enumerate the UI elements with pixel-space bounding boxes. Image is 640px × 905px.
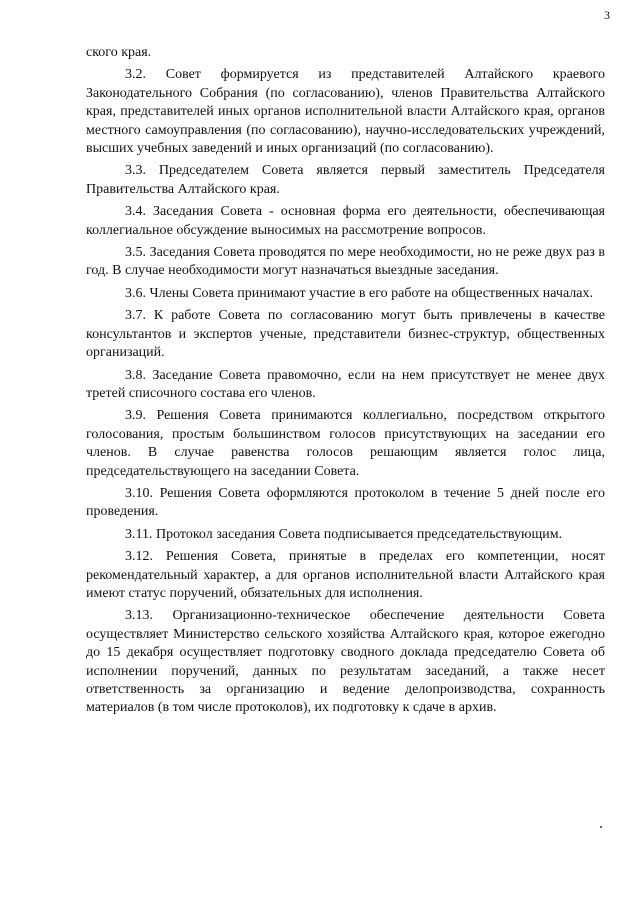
paragraph-3-6: 3.6. Члены Совета принимают участие в его работе на общественных началах. xyxy=(125,285,593,301)
paragraph-3-13: 3.13. Организационно-техническое обеспечение деятельности Совета осуществляет Министерство сельского хозяйства Алтайского края, которое ежегодно до 15 декабря осуществляет подготовку сводного доклада председателю Совета об исполнении поручений, данных по результатам заседаний, а также несет ответственность за организацию и ведение делопроизводства, сохранность материалов (в том числе протоколов), их подготовку к сдаче в архив. xyxy=(86,608,605,716)
paragraph-3-5: 3.5. Заседания Совета проводятся по мере необходимости, но не реже двух раз в год. В случае необходимости могут назначаться выездные заседания. xyxy=(86,245,605,279)
paragraph-3-12: 3.12. Решения Совета, принятые в пределах его компетенции, носят рекомендательный характер, а для органов исполнительной власти Алтайского края имеют статус поручений, обязательных для исполнения. xyxy=(86,549,605,601)
page-number: 3 xyxy=(604,8,610,22)
paragraph-continuation: ского края. xyxy=(86,45,152,60)
document-body xyxy=(86,44,605,722)
paragraph-3-8: 3.8. Заседание Совета правомочно, если на нем присутствует не менее двух третей списочного состава его членов. xyxy=(86,367,605,401)
paragraph-3-9: 3.9. Решения Совета принимаются коллегиально, посредством открытого голосования, простым большинством голосов присутствующих на заседании его членов. В случае равенства голосов решающим является голос лица, председательствующего на заседании Совета. xyxy=(86,408,605,479)
scan-speck xyxy=(600,826,602,828)
paragraph-3-11: 3.11. Протокол заседания Совета подписывается председательствующим. xyxy=(125,526,563,542)
paragraph-3-10: 3.10. Решения Совета оформляются протоколом в течение 5 дней после его проведения. xyxy=(86,485,605,520)
paragraph-3-4: 3.4. Заседания Совета - основная форма его деятельности, обеспечивающая коллегиальное обсуждение выносимых на рассмотрение вопросов. xyxy=(86,204,605,238)
paragraph-3-7: 3.7. К работе Совета по согласованию могут быть привлечены в качестве консультантов и экспертов ученые, представители бизнес-структур, общественных организаций. xyxy=(86,308,605,361)
paragraph-3-3: 3.3. Председателем Совета является первый заместитель Председателя Правительства Алтайского края. xyxy=(86,163,605,197)
paragraph-3-2: 3.2. Совет формируется из представителей Алтайского краевого Законодательного Собрания (по согласованию), членов Правительства Алтайского края, представителей иных органов исполнительной власти Алтайского края, органов местного самоуправления (по согласованию), научно-исследовательских учреждений, высших учебных заведений и иных организаций (по согласованию). xyxy=(86,67,605,157)
